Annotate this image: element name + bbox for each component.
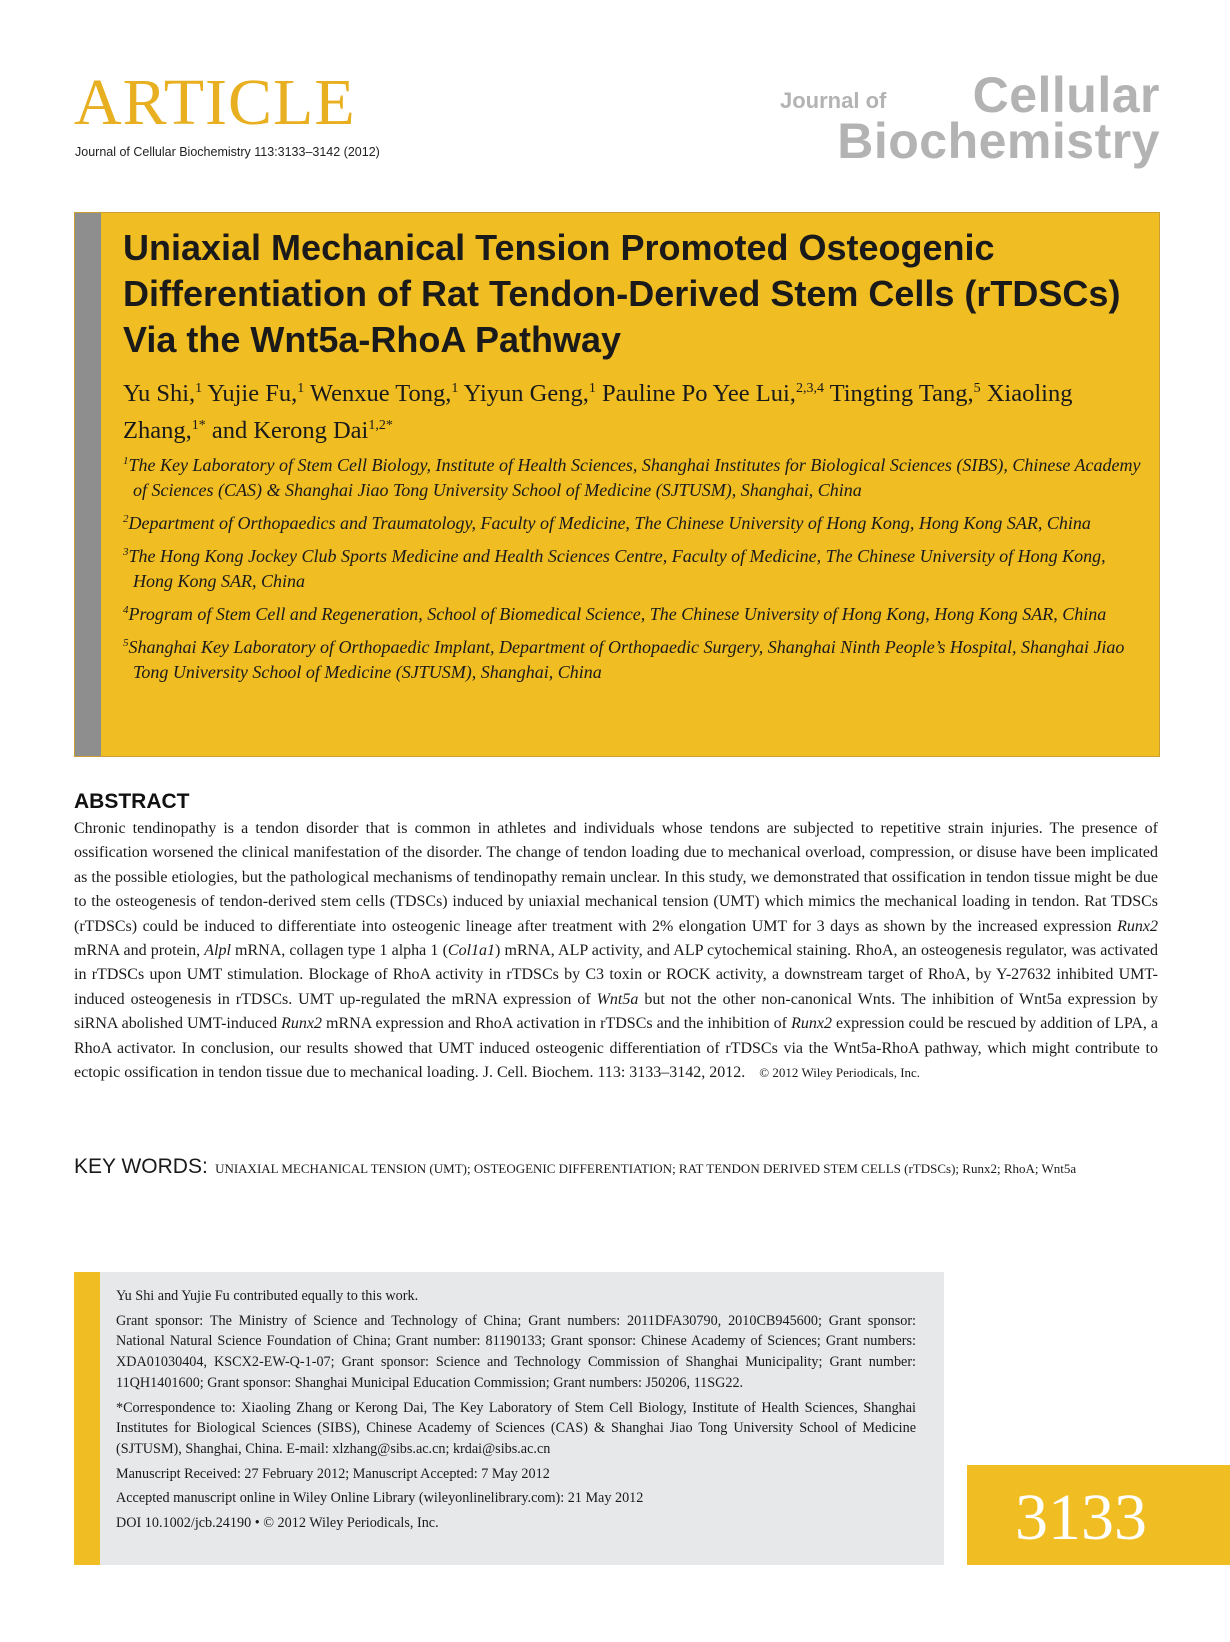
author-affiliation-marker: 1 [588,381,596,396]
author [602,380,824,407]
author-affiliation-marker: 1 [451,381,459,396]
abstract-copyright: © 2012 Wiley Periodicals, Inc. [759,1065,921,1081]
author [123,380,202,407]
affiliation [123,631,1143,685]
footnote-box [74,1272,944,1565]
abstract-text-run: mRNA and protein, [74,942,205,960]
abstract-text-run: Chronic tendinopathy is a tendon disorder that is common in athletes and individuals whose tendons are subjected to repetitive strain injuries. The presence of ossification worsened the clinical manifestation of the disorder. The change of tendon loading due to mechanical overload, compression, or disuse have been implicated as the possible etiologies, but the pathological mechanisms of tendinopathy remain unclear. In this study, we demonstrated that ossification in tendon tissue might be due to the osteogenesis of tendon-derived stem cells (TDSCs) induced by uniaxial mechanical tension (UMT) which mimics the mechanical loading in tendon. Rat TDSCs (rTDSCs) could be induced to differentiate into osteogenic lineage after treatment with 2% elongation UMT for 3 days as shown by the increased expression [74,820,1158,935]
abstract-text-run: expression could be rescued by addition of LPA, a RhoA activator. In conclusion, our results showed that UMT induced osteogenic differentiation of rTDSCs via the Wnt5a-RhoA pathway, which might contribute to ectopic ossification in tendon tissue due to mechanical loading. J. Cell. Biochem. 113: 3133–3142, 2012. [74,1015,1159,1082]
author-affiliation-marker: 1 [195,381,203,396]
abstract-text-run: mRNA expression and RhoA activation in rTDSCs and the inhibition of [322,1015,792,1033]
paper-title: Uniaxial Mechanical Tension Promoted Osteogenic Differentiation of Rat Tendon-Derived Stem Cells (rTDSCs) Via the Wnt5a-RhoA Pathway [123,227,1121,360]
page-number: 3133 [1015,1481,1147,1554]
affiliation-text: Shanghai Key Laboratory of Orthopaedic Implant, Department of Orthopaedic Surgery, Shanghai Ninth People’s Hospital, Shanghai Jiao Tong University School of Medicine (SJTUSM), Shanghai, China [128,637,1125,682]
abstract-text-run: mRNA, collagen type 1 alpha 1 ( [230,942,448,960]
author-list [123,373,1143,447]
affiliation-number: 5 [123,637,129,649]
author-affiliation-marker: 1 [297,381,305,396]
footnote-paragraph: *Correspondence to: Xiaoling Zhang or Kerong Dai, The Key Laboratory of Stem Cell Biology, Institute of Health Sciences, Shanghai Institutes for Biological Sciences (SIBS), Chinese Academy of Sciences (CAS) & Shanghai Jiao Tong University School of Medicine (SJTUSM), Shanghai, China. E-mail: xlzhang@sibs.ac.cn; krdai@sibs.ac.cn [116,1399,916,1457]
affiliation-text: Program of Stem Cell and Regeneration, School of Biomedical Science, The Chinese University of Hong Kong, Hong Kong SAR, China [128,604,1107,624]
affiliation [123,507,1143,536]
keywords-text: UNIAXIAL MECHANICAL TENSION (UMT); OSTEOGENIC DIFFERENTIATION; RAT TENDON DERIVED STEM CELLS (rTDSCs); Runx2; RhoA; Wnt5a [215,1161,1077,1176]
gene-name: Runx2 [281,1015,322,1033]
affiliation-number: 4 [123,604,129,616]
footnote-content [116,1286,916,1538]
footnote-paragraph: Accepted manuscript online in Wiley Online Library (wileyonlinelibrary.com): 21 May 2012 [116,1490,644,1507]
footnote-side-bar [74,1272,100,1565]
author-name: Yiyun Geng, [463,380,589,408]
affiliation-text: Department of Orthopaedics and Traumatology, Faculty of Medicine, The Chinese University of Hong Kong, Hong Kong SAR, China [128,513,1091,533]
footnote-paragraph: Yu Shi and Yujie Fu contributed equally to this work. [116,1288,419,1304]
affiliation [123,540,1143,594]
affiliation [123,598,1143,627]
affiliation-number: 1 [123,455,129,467]
gene-name: Wnt5a [596,990,639,1008]
keywords [74,1157,1158,1179]
author [464,380,596,407]
author-name: Wenxue Tong, [309,380,452,408]
footnote-paragraph: Manuscript Received: 27 February 2012; Manuscript Accepted: 7 May 2012 [116,1465,550,1482]
page-number-box [967,1465,1230,1565]
journal-citation: Journal of Cellular Biochemistry 113:3133–3142 (2012) [75,145,380,159]
article-label: ARTICLE [74,66,356,139]
logo-biochemistry: Biochemistry [837,113,1160,169]
author-name: Tingting Tang, [829,380,974,408]
author-affiliation-marker: 1,2* [368,418,393,434]
title-side-bar [75,213,101,756]
affiliation-number: 2 [123,513,129,525]
author-affiliation-marker: 2,3,4 [795,381,824,396]
footnote-paragraph: DOI 10.1002/jcb.24190 • © 2012 Wiley Periodicals, Inc. [116,1515,439,1532]
author [212,417,393,444]
author-name: and Kerong Dai [211,417,369,445]
author [207,380,304,407]
journal-logo [780,66,1160,176]
affiliation [123,449,1143,503]
logo-cellular: Cellular [972,67,1160,123]
abstract-text-run: but not the other non-canonical Wnts. The inhibition of Wnt5a expression by siRNA abolished UMT-induced [74,990,1159,1033]
author-name: Xiaoling Zhang, [123,380,1073,445]
gene-name: Runx2 [791,1015,832,1033]
abstract-heading: ABSTRACT [74,790,190,813]
affiliation-text: The Hong Kong Jockey Club Sports Medicine and Health Sciences Centre, Faculty of Medicine, The Chinese University of Hong Kong, Hong Kong SAR, China [128,546,1106,591]
author [310,380,458,407]
affiliation-number: 3 [123,546,129,558]
title-block [74,212,1160,757]
gene-name: Col1a1 [447,942,496,960]
keywords-label: KEY WORDS: [74,1155,208,1178]
abstract-text-run: ) mRNA, ALP activity, and ALP cytochemical staining. RhoA, an osteogenesis regulator, was activated in rTDSCs upon UMT stimulation. Blockage of RhoA activity in rTDSCs by C3 toxin or ROCK activity, a downstream target of RhoA, by Y-27632 inhibited UMT-induced osteogenesis in rTDSCs. UMT up-regulated the mRNA expression of [74,942,1159,1008]
author-name: Pauline Po Yee Lui, [601,380,796,408]
logo-journal-of: Journal of [780,88,887,113]
affiliation-text: The Key Laboratory of Stem Cell Biology, Institute of Health Sciences, Shanghai Institutes for Biological Sciences (SIBS), Chinese Academy of Sciences (CAS) & Shanghai Jiao Tong University School of Medicine (SJTUSM), Shanghai, China [128,455,1141,500]
gene-name: Runx2 [1117,917,1158,935]
footnote-paragraph: Grant sponsor: The Ministry of Science and Technology of China; Grant numbers: 2011DFA30790, 2010CB945600; Grant sponsor: National Natural Science Foundation of China; Grant number: 81190133; Grant sponsor: Chinese Academy of Sciences; Grant numbers: XDA01030404, KSCX2-EW-Q-1-07; Grant sponsor: Science and Technology Commission of Shanghai Municipality; Grant number: 11QH1401600; Grant sponsor: Shanghai Municipal Education Commission; Grant numbers: J50206, 11SG22. [116,1312,916,1391]
abstract-body [74,817,1158,1085]
author-affiliation-marker: 1* [191,418,206,434]
author-name: Yu Shi, [123,380,196,408]
author-affiliation-marker: 5 [973,381,981,396]
author [830,380,981,407]
gene-name: Alpl [204,942,231,960]
affiliation-list [123,449,1143,689]
author-name: Yujie Fu, [207,380,298,408]
